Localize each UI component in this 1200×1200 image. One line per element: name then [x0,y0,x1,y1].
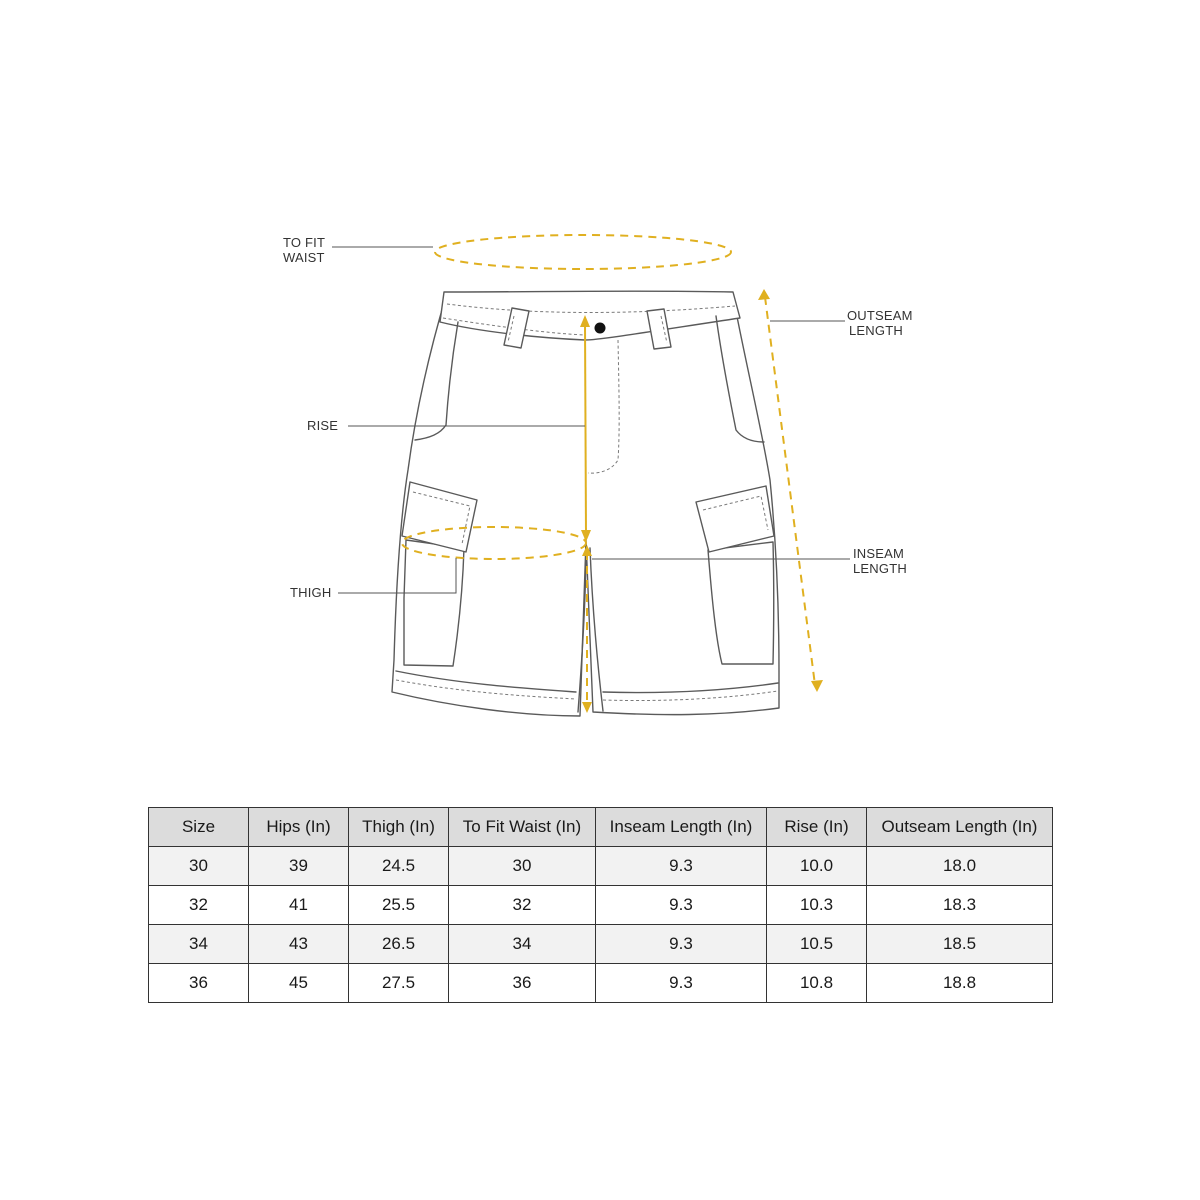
outseam-label: OUTSEAM LENGTH [847,308,913,338]
table-cell: 26.5 [349,925,449,964]
table-cell: 10.5 [767,925,867,964]
button [595,323,606,334]
table-cell: 18.3 [867,886,1053,925]
table-cell: 18.5 [867,925,1053,964]
table-cell: 25.5 [349,886,449,925]
table-row [149,964,1053,1003]
table-cell: 34 [449,925,596,964]
inseam-label: INSEAM LENGTH [853,546,907,576]
table-cell: 41 [249,886,349,925]
table-cell: 43 [249,925,349,964]
table-cell: 9.3 [596,886,767,925]
inseam-arrow-bottom [582,702,592,713]
table-cell: 39 [249,847,349,886]
waist-label: TO FIT WAIST [283,235,325,265]
table-cell: 45 [249,964,349,1003]
table-cell: 18.8 [867,964,1053,1003]
cargo-pocket-right [708,542,774,664]
header-size: Size [149,808,249,847]
header-inseam: Inseam Length (In) [596,808,767,847]
rise-measure-line [585,322,586,537]
rise-label: RISE [307,418,339,433]
table-cell: 27.5 [349,964,449,1003]
header-thigh: Thigh (In) [349,808,449,847]
table-cell: 9.3 [596,964,767,1003]
table-cell: 34 [149,925,249,964]
waist-measure-ellipse [435,235,731,269]
table-cell: 24.5 [349,847,449,886]
thigh-label: THIGH [290,585,332,600]
table-cell: 32 [149,886,249,925]
table-cell: 30 [449,847,596,886]
table-cell: 9.3 [596,925,767,964]
outseam-arrow-bottom [811,680,823,692]
header-outseam: Outseam Length (In) [867,808,1053,847]
header-waist: To Fit Waist (In) [449,808,596,847]
cargo-pocket-left [404,540,464,666]
table-row [149,925,1053,964]
table-cell: 36 [149,964,249,1003]
table-cell: 9.3 [596,847,767,886]
size-chart-table [148,807,1053,1003]
table-cell: 10.0 [767,847,867,886]
table-cell: 30 [149,847,249,886]
table-cell: 10.8 [767,964,867,1003]
header-hips: Hips (In) [249,808,349,847]
table-row [149,886,1053,925]
table-cell: 32 [449,886,596,925]
table-header-row [149,808,1053,847]
table-cell: 36 [449,964,596,1003]
table-cell: 10.3 [767,886,867,925]
table-cell: 18.0 [867,847,1053,886]
outseam-arrow-top [758,289,770,300]
header-rise: Rise (In) [767,808,867,847]
table-row [149,847,1053,886]
